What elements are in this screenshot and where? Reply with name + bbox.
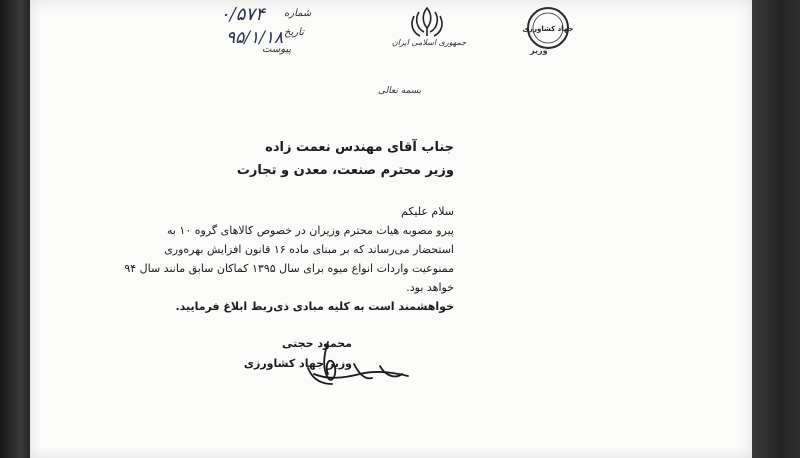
recipient-name: جناب آقای مهندس نعمت زاده [265, 140, 454, 155]
body-line: ممنوعیت واردات انواع میوه برای سال ۱۳۹۵ کماکان سابق مانند سال ۹۴ [124, 262, 454, 275]
scan-frame-right [752, 0, 800, 458]
signer-name: محمود حجتی [282, 337, 352, 350]
scan-frame-left [0, 0, 30, 458]
date-label: تاریخ [284, 27, 304, 38]
attachment-label: پیوست [262, 44, 292, 55]
body-line: خواهد بود. [406, 281, 454, 294]
letter-page [30, 0, 752, 458]
letter-number-label: شماره [284, 8, 312, 19]
signer-title: وزیر جهاد کشاورزی [243, 357, 352, 370]
letter-date: ۹۵/۱/۱۸ [226, 28, 284, 48]
recipient-title: وزیر محترم صنعت، معدن و تجارت [236, 163, 454, 178]
basmala: بسمه تعالی [378, 86, 422, 96]
letter-number: ۰/۵۷۴ [220, 4, 265, 25]
closing-line: خواهشمند است به کلیه مبادی ذی‌ربط ابلاغ فرمایید. [175, 300, 454, 313]
iran-emblem-icon [382, 4, 472, 66]
ministry-seal-text: جهاد کشاورزی [522, 25, 574, 33]
body-line: استحضار می‌رساند که بر مبنای ماده ۱۶ قانون افزایش بهره‌وری [164, 243, 454, 256]
government-caption: جمهوری اسلامی ایران [391, 38, 467, 47]
ministry-seal-icon [520, 4, 576, 64]
greeting: سلام علیکم [400, 205, 454, 218]
body-line: پیرو مصوبه هیات محترم وزیران در خصوص کالاهای گروه ۱۰ به [166, 224, 454, 237]
ministry-caption: وزیر [530, 46, 548, 55]
